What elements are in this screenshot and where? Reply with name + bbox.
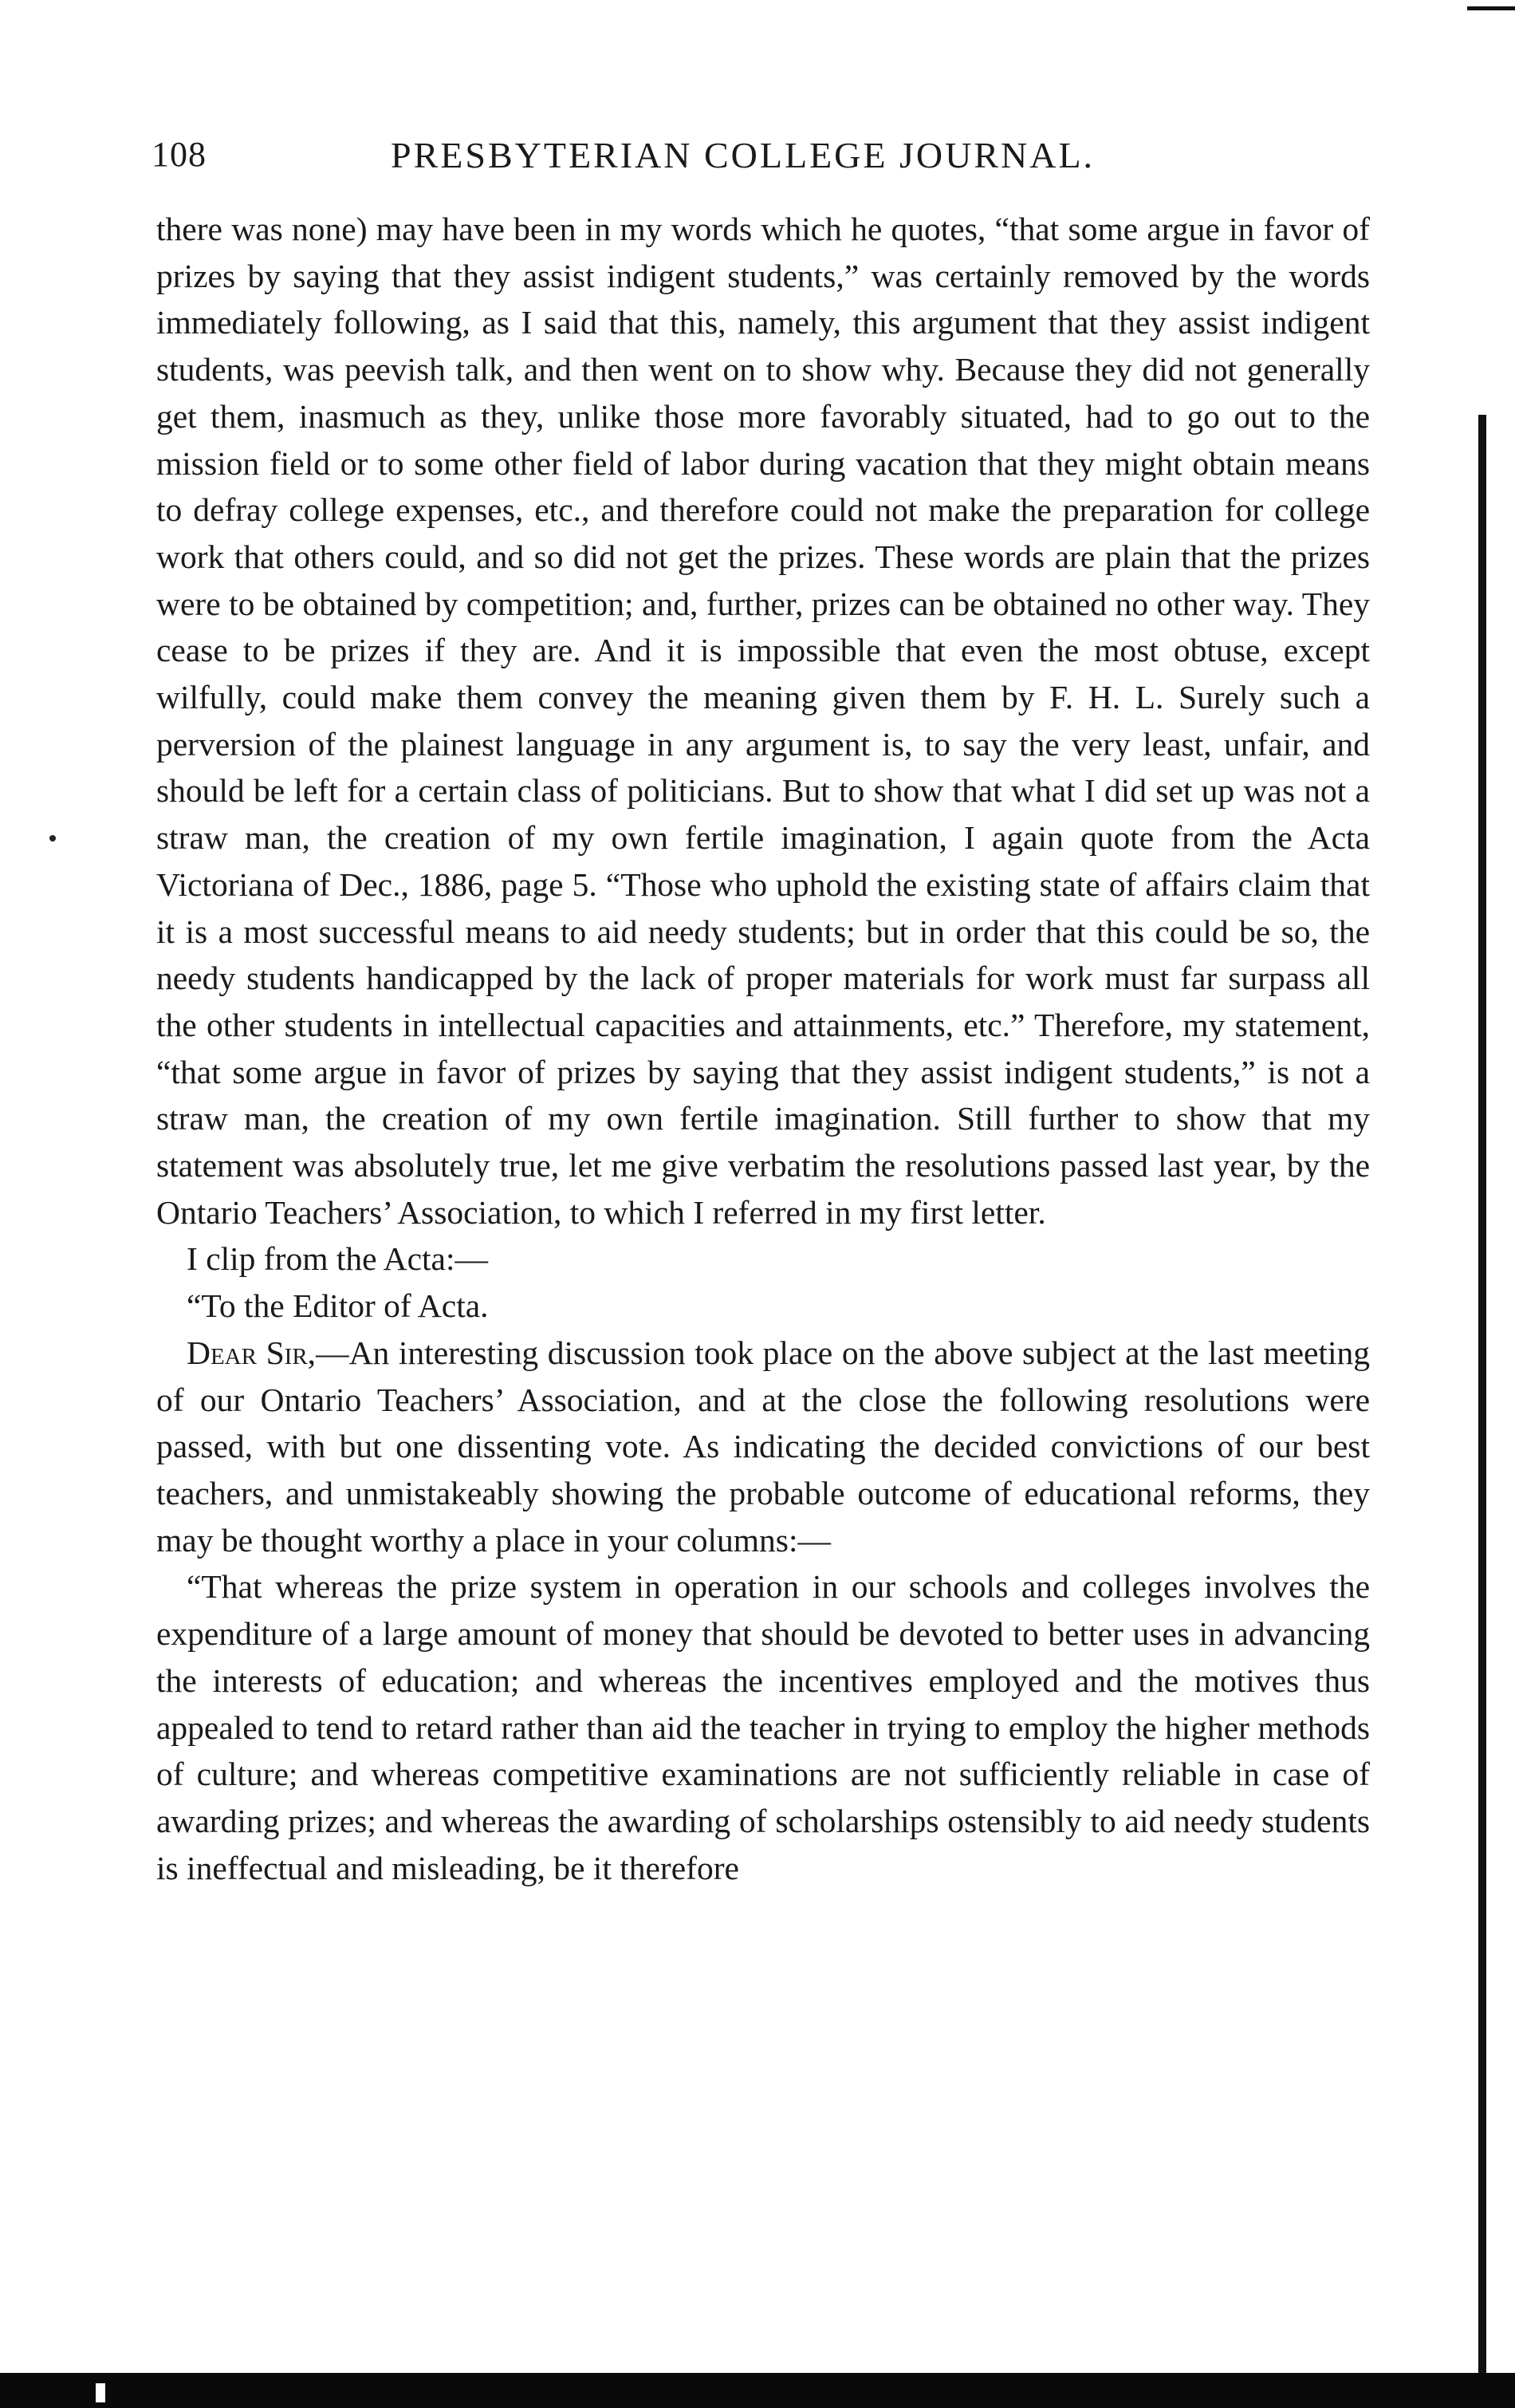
margin-dot [49,835,56,841]
paragraph-continuation: there was none) may have been in my words which he quotes, “that some argue in favor of prizes by saying that they assist indigent students,” was certainly removed by the words immediately following, as I said that this, namely, this argument that they assist indigent students, was peevish talk, and then went on to show why. Because they did not generally get them, inasmuch as they, unlike those more favorably situated, had to go out to the mission field or to some other field of labor during vacation that they might obtain means to defray college expenses, etc., and therefore could not make the preparation for college work that others could, and so did not get the prizes. These words are plain that the prizes were to be obtained by competition; and, further, prizes can be obtained no other way. They cease to be prizes if they are. And it is impossible that even the most obtuse, except wilfully, could make them convey the meaning given them by F. H. L. Surely such a perversion of the plainest language in any argument is, to say the very least, unfair, and should be left for a certain class of politicians. But to show that what I did set up was not a straw man, the creation of my own fertile imagination, I again quote from the Acta Victoriana of Dec., 1886, page 5. “Those who uphold the existing state of affairs claim that it is a most successful means to aid needy students; but in order that this could be so, the needy students handicapped by the lack of proper materials for work must far surpass all the other students in intellectual capacities and attainments, etc.” Therefore, my statement, “that some argue in favor of prizes by saying that they assist indigent students,” is not a straw man, the creation of my own fertile imagination. Still further to show that my statement was absolutely true, let me give verbatim the resolutions passed last year, by the Ontario Teachers’ Association, to which I referred in my first letter. [156,211,1370,1231]
page-header [152,134,1379,182]
paragraph-clip-intro: I clip from the Acta:— [187,1240,488,1278]
scan-edge-mark [1467,6,1515,10]
scan-bottom-mark [96,2383,105,2402]
paragraph-resolution: “That whereas the prize system in operation in our schools and colleges involves the expenditure of a large amount of money that should be devoted to better uses in advancing the interests of education; and whereas the incentives employed and the motives thus appealed to tend to retard rather than aid the teacher in trying to employ the higher methods of culture; and whereas competitive examinations are not sufficiently reliable in case of awarding prizes; and whereas the awarding of scholarships ostensibly to aid needy students is ineffectual and misleading, be it therefore [156,1568,1370,1886]
paragraph-letter-body [156,1330,1370,1564]
running-title: PRESBYTERIAN COLLEGE JOURNAL. [391,135,1096,175]
scan-bottom-edge [0,2373,1515,2408]
scan-binding-edge [1478,415,1486,2393]
article-body [156,206,1370,1891]
page-number: 108 [152,135,207,174]
letter-body-text: —An interesting discussion took place on the above subject at the last meeting of our Ontario Teachers’ Association, and at the close the following resolutions were passed, with but one dissenting vote. As indicating the decided convictions of our best teachers, and unmistakeably showing the probable outcome of educational reforms, they may be thought worthy a place in your columns:— [156,1334,1370,1559]
paragraph-letter-address: “To the Editor of Acta. [187,1287,489,1325]
salutation: Dear Sir, [187,1334,317,1371]
